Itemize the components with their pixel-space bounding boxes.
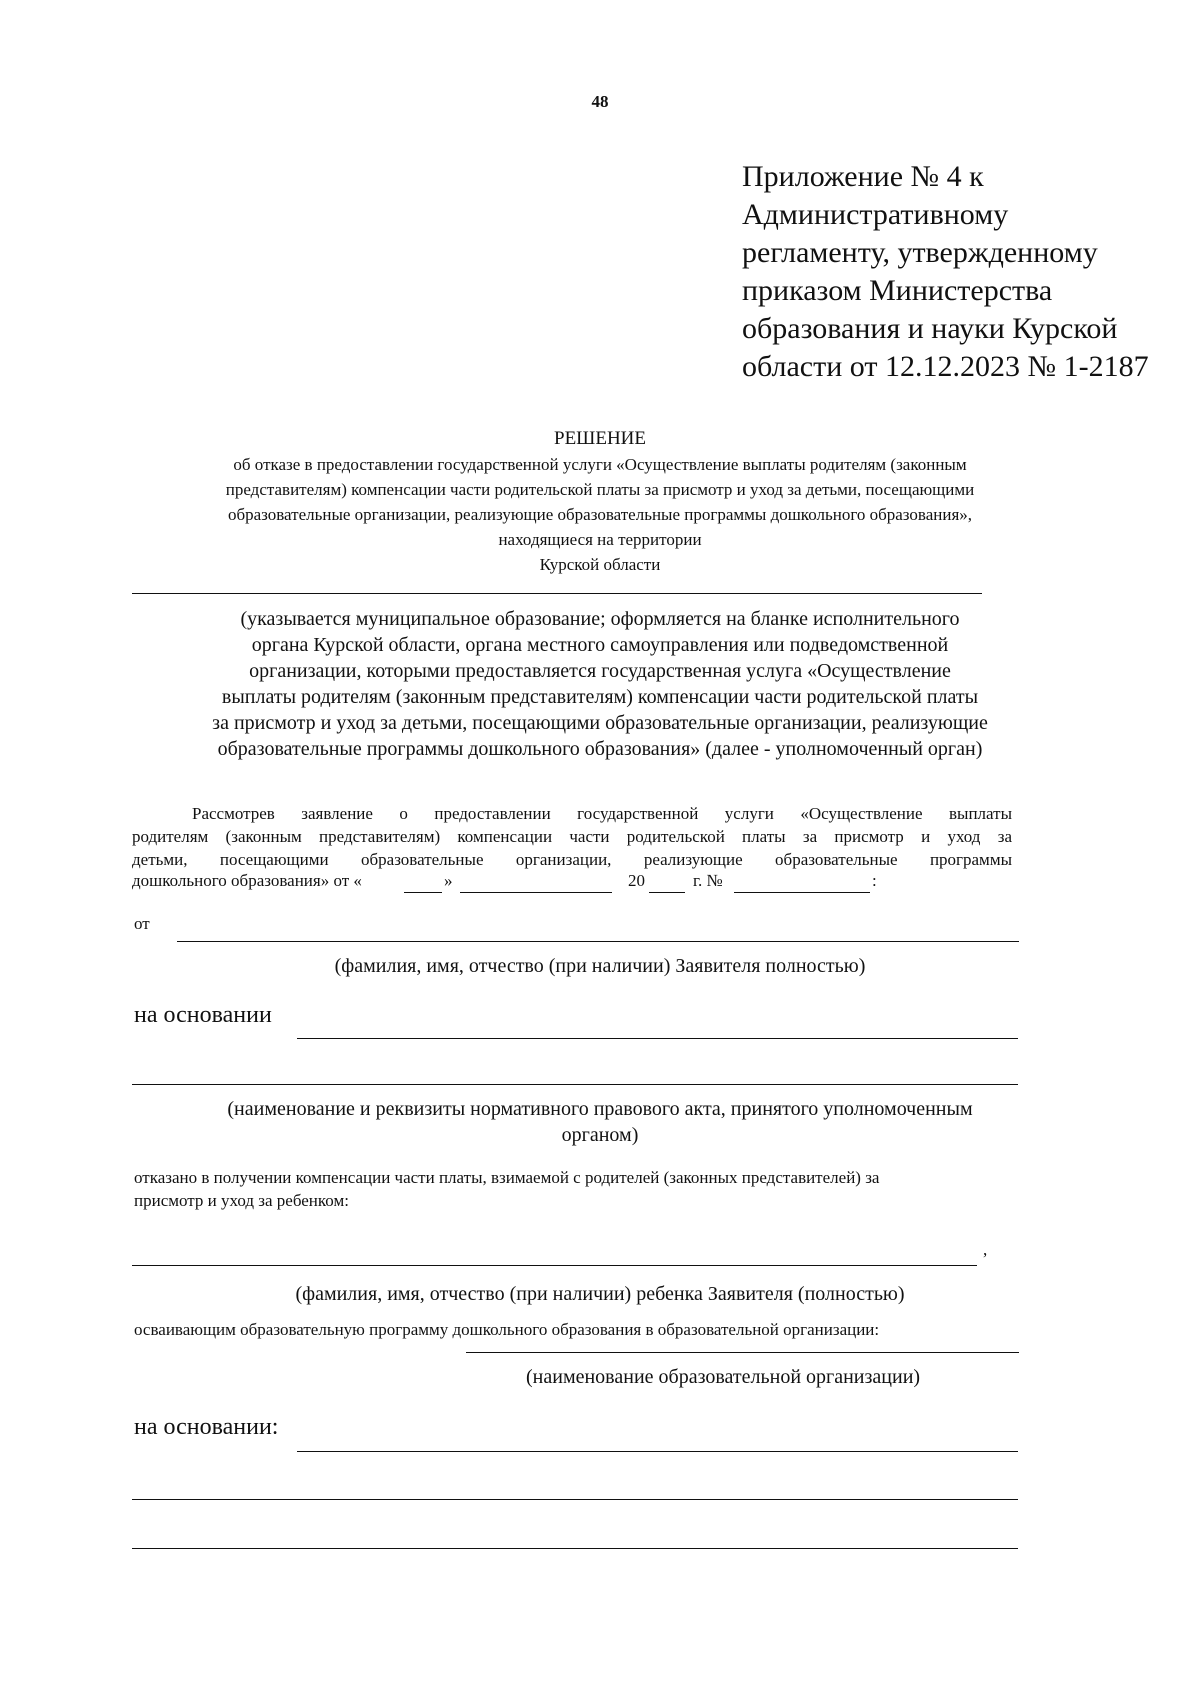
basis-label-2: на основании:: [134, 1414, 279, 1440]
quote-close: »: [444, 871, 453, 890]
subtitle-line: образовательные организации, реализующие образовательные программы дошкольного образования»,: [227, 505, 973, 524]
note-line: образовательные программы дошкольного образования» (далее - уполномоченный орган): [217, 738, 983, 760]
day-blank[interactable]: [404, 892, 442, 893]
municipality-blank-line[interactable]: [132, 593, 982, 594]
basis-blank-line[interactable]: [297, 1038, 1018, 1039]
number-label: г. №: [693, 871, 723, 890]
mastering-text: осваивающим образовательную программу дошкольного образования в образовательной организации:: [134, 1320, 880, 1339]
appendix-line: регламенту, утвержденному: [742, 236, 1098, 269]
organization-blank-line[interactable]: [466, 1352, 1019, 1353]
year-prefix: 20: [628, 871, 645, 890]
application-paragraph: [132, 802, 1012, 871]
subtitle-line: находящиеся на территории: [498, 530, 702, 549]
child-blank-line[interactable]: [132, 1265, 977, 1266]
month-blank[interactable]: [460, 892, 612, 893]
page-number: 48: [591, 92, 609, 111]
paragraph-line: родителям (законным представителям) компенсации части родительской платы за присмотр и уход за: [132, 827, 1012, 846]
subtitle-line: представителям) компенсации части родительской платы за присмотр и уход за детьми, посещающими: [225, 480, 975, 499]
act-caption: [100, 1096, 1100, 1148]
appendix-line: Приложение № 4 к: [742, 160, 984, 193]
note-line: выплаты родителям (законным представителям) компенсации части родительской платы: [221, 686, 979, 708]
colon: :: [872, 871, 877, 890]
caption-line: органом): [561, 1124, 639, 1146]
appendix-line: приказом Министерства: [742, 274, 1053, 307]
date-line-prefix: дошкольного образования» от «: [132, 871, 362, 890]
document-title: РЕШЕНИЕ: [554, 428, 646, 449]
note-line: органа Курской области, органа местного самоуправления или подведомственной: [251, 634, 949, 656]
refusal-text: [134, 1166, 1014, 1212]
subtitle-line: Курской области: [539, 555, 661, 574]
organization-caption: (наименование образовательной организации): [526, 1366, 921, 1388]
note-line: организации, которыми предоставляется государственная услуга «Осуществление: [249, 660, 951, 682]
basis2-blank-line[interactable]: [297, 1451, 1018, 1452]
basis2-blank-line-2[interactable]: [132, 1499, 1018, 1500]
applicant-blank-line[interactable]: [177, 941, 1019, 942]
note-line: (указывается муниципальное образование; оформляется на бланке исполнительного: [240, 608, 960, 630]
paragraph-line: Рассмотрев заявление о предоставлении государственной услуги «Осуществление выплаты: [192, 804, 1012, 823]
appendix-header: [742, 158, 1162, 386]
caption-line: (наименование и реквизиты нормативного правового акта, принятого уполномоченным: [227, 1098, 973, 1120]
from-label: от: [134, 914, 150, 933]
paragraph-line: детьми, посещающими образовательные организации, реализующие образовательные программы: [132, 850, 1012, 869]
child-caption: (фамилия, имя, отчество (при наличии) ребенка Заявителя (полностью): [295, 1283, 905, 1305]
applicant-caption: (фамилия, имя, отчество (при наличии) Заявителя полностью): [334, 955, 866, 977]
comma: ,: [983, 1240, 988, 1259]
subtitle-line: об отказе в предоставлении государственной услуги «Осуществление выплаты родителям (законным: [233, 455, 967, 474]
document-subtitle: [120, 452, 1080, 577]
appendix-line: Административному: [742, 198, 1009, 231]
basis2-blank-line-3[interactable]: [132, 1548, 1018, 1549]
appendix-line: образования и науки Курской: [742, 312, 1118, 345]
refusal-line: присмотр и уход за ребенком:: [134, 1191, 349, 1210]
year-blank[interactable]: [649, 892, 685, 893]
number-blank[interactable]: [734, 892, 870, 893]
basis-blank-line-2[interactable]: [132, 1084, 1018, 1085]
appendix-line: области от 12.12.2023 № 1-2187: [742, 350, 1149, 383]
refusal-line: отказано в получении компенсации части платы, взимаемой с родителей (законных представителей) за: [134, 1168, 880, 1187]
authority-note: [100, 606, 1100, 762]
basis-label: на основании: [134, 1002, 272, 1028]
note-line: за присмотр и уход за детьми, посещающими образовательные организации, реализующие: [212, 712, 988, 734]
